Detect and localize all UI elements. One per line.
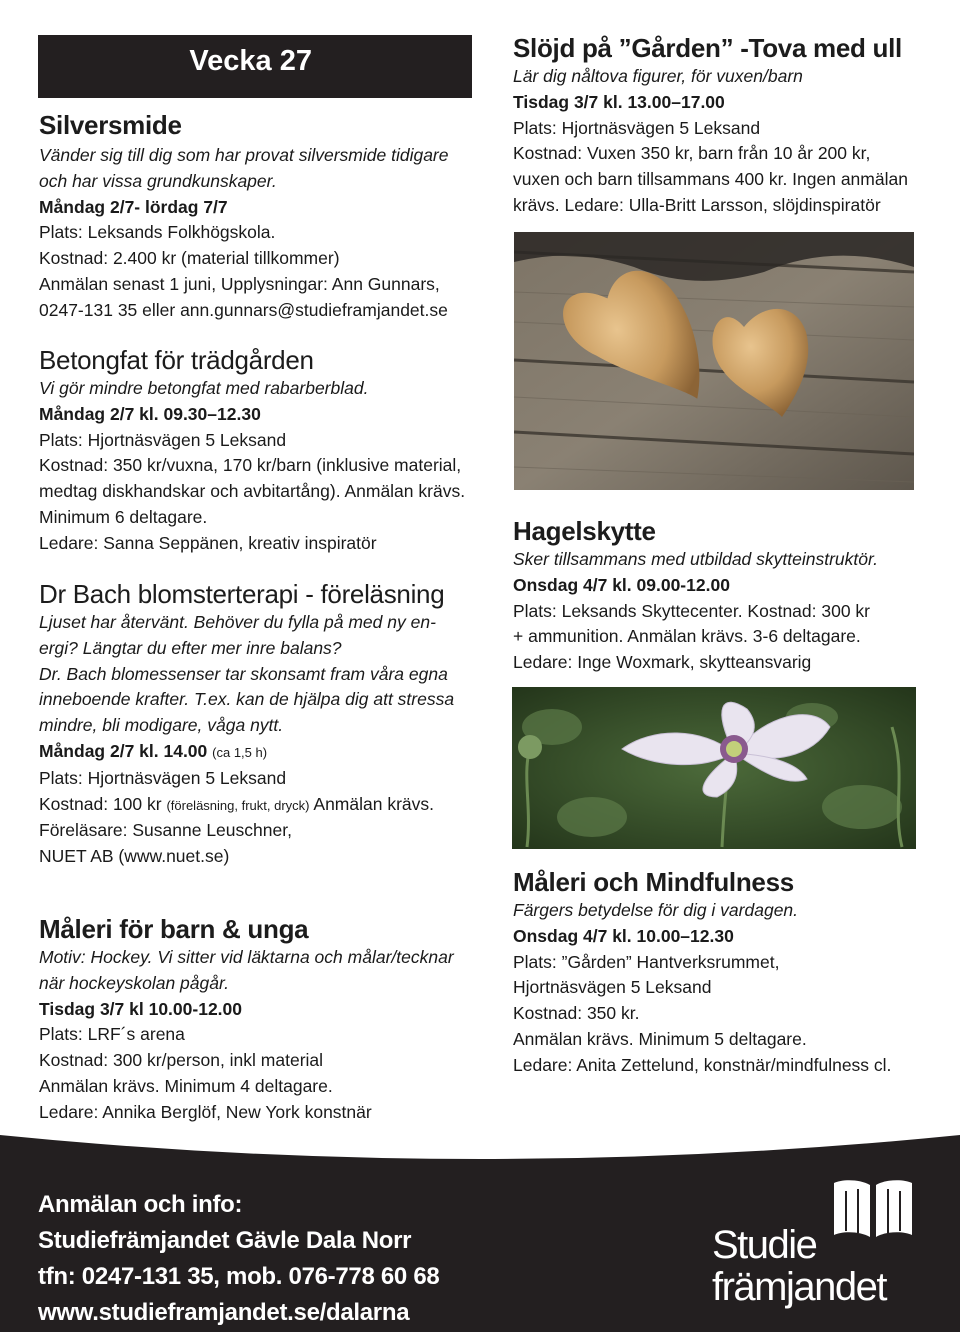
section-line: Plats: Leksands Folkhögskola.: [39, 222, 276, 243]
section-line: Anmälan krävs. Minimum 5 deltagare.: [513, 1028, 807, 1049]
cost-row: [39, 792, 454, 819]
section-mindfulness: [513, 866, 891, 1079]
signup-text: Anmälan krävs.: [313, 793, 435, 814]
section-slojd: [513, 32, 908, 219]
potato-hearts-photo: [514, 232, 914, 490]
section-title: Betongfat för trädgården: [39, 345, 314, 375]
section-desc: Motiv: Hockey. Vi sitter vid läktarna och målar/tecknar: [39, 947, 454, 967]
section-desc: Vi gör mindre betongfat med rabarberblad.: [39, 378, 369, 398]
section-line: Plats: Hjortnäsvägen 5 Leksand: [39, 429, 287, 450]
section-title: Silversmide: [39, 110, 182, 140]
section-line: Plats: Hjortnäsvägen 5 Leksand: [513, 117, 761, 138]
section-line: Ledare: Sanna Seppänen, kreativ inspiratör: [39, 532, 377, 553]
section-desc: Lär dig nåltova figurer, för vuxen/barn: [513, 66, 803, 86]
studieframjandet-logo: [712, 1175, 922, 1325]
section-line: Plats: ”Gården” Hantverksrummet,: [513, 951, 780, 972]
section-desc: och har vissa grundkunskaper.: [39, 170, 277, 191]
date-note: (ca 1,5 h): [212, 744, 268, 760]
section-date: Tisdag 3/7 kl 10.00-12.00: [39, 998, 243, 1019]
section-line: Kostnad: 350 kr.: [513, 1003, 640, 1024]
section-title: Hagelskytte: [513, 516, 656, 546]
section-date: Måndag 2/7- lördag 7/7: [39, 196, 228, 217]
section-desc: när hockeyskolan pågår.: [39, 972, 230, 993]
phone-numbers: tfn: 0247-131 35, mob. 076-778 60 68: [38, 1263, 440, 1290]
week-label: Vecka 27: [189, 45, 312, 77]
section-dr-bach: [39, 578, 454, 870]
section-line: krävs. Ledare: Ulla-Britt Larsson, slöjdinspiratör: [513, 194, 881, 215]
section-line: 0247-131 35 eller ann.gunnars@studieframjandet.se: [39, 299, 448, 320]
section-date: Onsdag 4/7 kl. 10.00–12.30: [513, 925, 734, 946]
section-date-row: [39, 739, 454, 766]
section-line: Anmälan krävs. Minimum 4 deltagare.: [39, 1075, 333, 1096]
section-line: Hjortnäsvägen 5 Leksand: [513, 977, 712, 998]
book-logo-icon: [830, 1177, 916, 1239]
section-line: Kostnad: Vuxen 350 kr, barn från 10 år 200 kr,: [513, 143, 871, 164]
cost-text: Kostnad: 100 kr: [39, 793, 162, 814]
logo-word-2: främjandet: [712, 1265, 886, 1309]
section-line: Kostnad: 350 kr/vuxna, 170 kr/barn (inklusive material,: [39, 455, 462, 476]
contact-heading: Anmälan och info:: [38, 1191, 243, 1218]
section-desc: Sker tillsammans med utbildad skytteinstruktör.: [513, 549, 879, 569]
section-line: Minimum 6 deltagare.: [39, 506, 208, 527]
section-title: Slöjd på ”Gården” -Tova med ull: [513, 33, 902, 63]
section-line: Anmälan senast 1 juni, Upplysningar: Ann Gunnars,: [39, 273, 440, 294]
contact-info: [38, 1187, 439, 1331]
section-line: Kostnad: 2.400 kr (material tillkommer): [39, 248, 340, 269]
footer: [0, 1135, 960, 1332]
section-desc: Färgers betydelse för dig i vardagen.: [513, 900, 799, 920]
section-line: + ammunition. Anmälan krävs. 3-6 deltagare.: [513, 626, 861, 647]
section-desc: inneboende krafter. T.ex. kan de hjälpa dig att stressa: [39, 689, 455, 710]
website-link[interactable]: www.studieframjandet.se/dalarna: [38, 1299, 410, 1326]
cost-note: (föreläsning, frukt, dryck): [166, 797, 310, 813]
section-title: Måleri för barn & unga: [39, 914, 309, 944]
section-line: medtag diskhandskar och avbitartång). Anmälan krävs.: [39, 481, 466, 502]
poppy-photo: [512, 687, 916, 849]
section-date: Måndag 2/7 kl. 09.30–12.30: [39, 403, 261, 424]
section-date: Tisdag 3/7 kl. 13.00–17.00: [513, 91, 725, 112]
section-title: Dr Bach blomsterterapi - föreläsning: [39, 579, 445, 609]
section-desc: mindre, bli modigare, våga nytt.: [39, 715, 284, 736]
section-line: Föreläsare: Susanne Leuschner,: [39, 820, 292, 841]
logo-word-1: Studie: [712, 1223, 817, 1267]
section-line: Ledare: Inge Woxmark, skytteansvarig: [513, 652, 812, 673]
section-maleri-barn: [39, 913, 454, 1126]
section-line: Kostnad: 300 kr/person, inkl material: [39, 1050, 324, 1071]
section-line: NUET AB (www.nuet.se): [39, 846, 230, 867]
section-line: vuxen och barn tillsammans 400 kr. Ingen anmälan: [513, 169, 908, 190]
section-desc: Vänder sig till dig som har provat silversmide tidigare: [39, 145, 449, 165]
section-desc: Dr. Bach blomessenser tar skonsamt fram våra egna: [39, 663, 448, 684]
organization-name: Studiefrämjandet Gävle Dala Norr: [38, 1227, 412, 1254]
section-desc: ergi? Längtar du efter mer inre balans?: [39, 637, 342, 658]
section-hagelskytte: [513, 515, 878, 676]
section-title: Måleri och Mindfulness: [513, 867, 794, 897]
section-date: Onsdag 4/7 kl. 09.00-12.00: [513, 574, 730, 595]
section-desc: Ljuset har återvänt. Behöver du fylla på med ny en-: [39, 612, 436, 632]
section-line: Plats: LRF´s arena: [39, 1024, 185, 1045]
section-date: Måndag 2/7 kl. 14.00: [39, 740, 208, 761]
section-line: Ledare: Annika Berglöf, New York konstnär: [39, 1101, 372, 1122]
section-line: Ledare: Anita Zettelund, konstnär/mindfulness cl.: [513, 1054, 892, 1075]
section-betongfat: [39, 344, 465, 557]
section-line: Plats: Hjortnäsvägen 5 Leksand: [39, 767, 287, 788]
section-line: Plats: Leksands Skyttecenter. Kostnad: 300 kr: [513, 600, 871, 621]
section-silversmide: [39, 109, 448, 324]
week-header: [38, 35, 472, 98]
